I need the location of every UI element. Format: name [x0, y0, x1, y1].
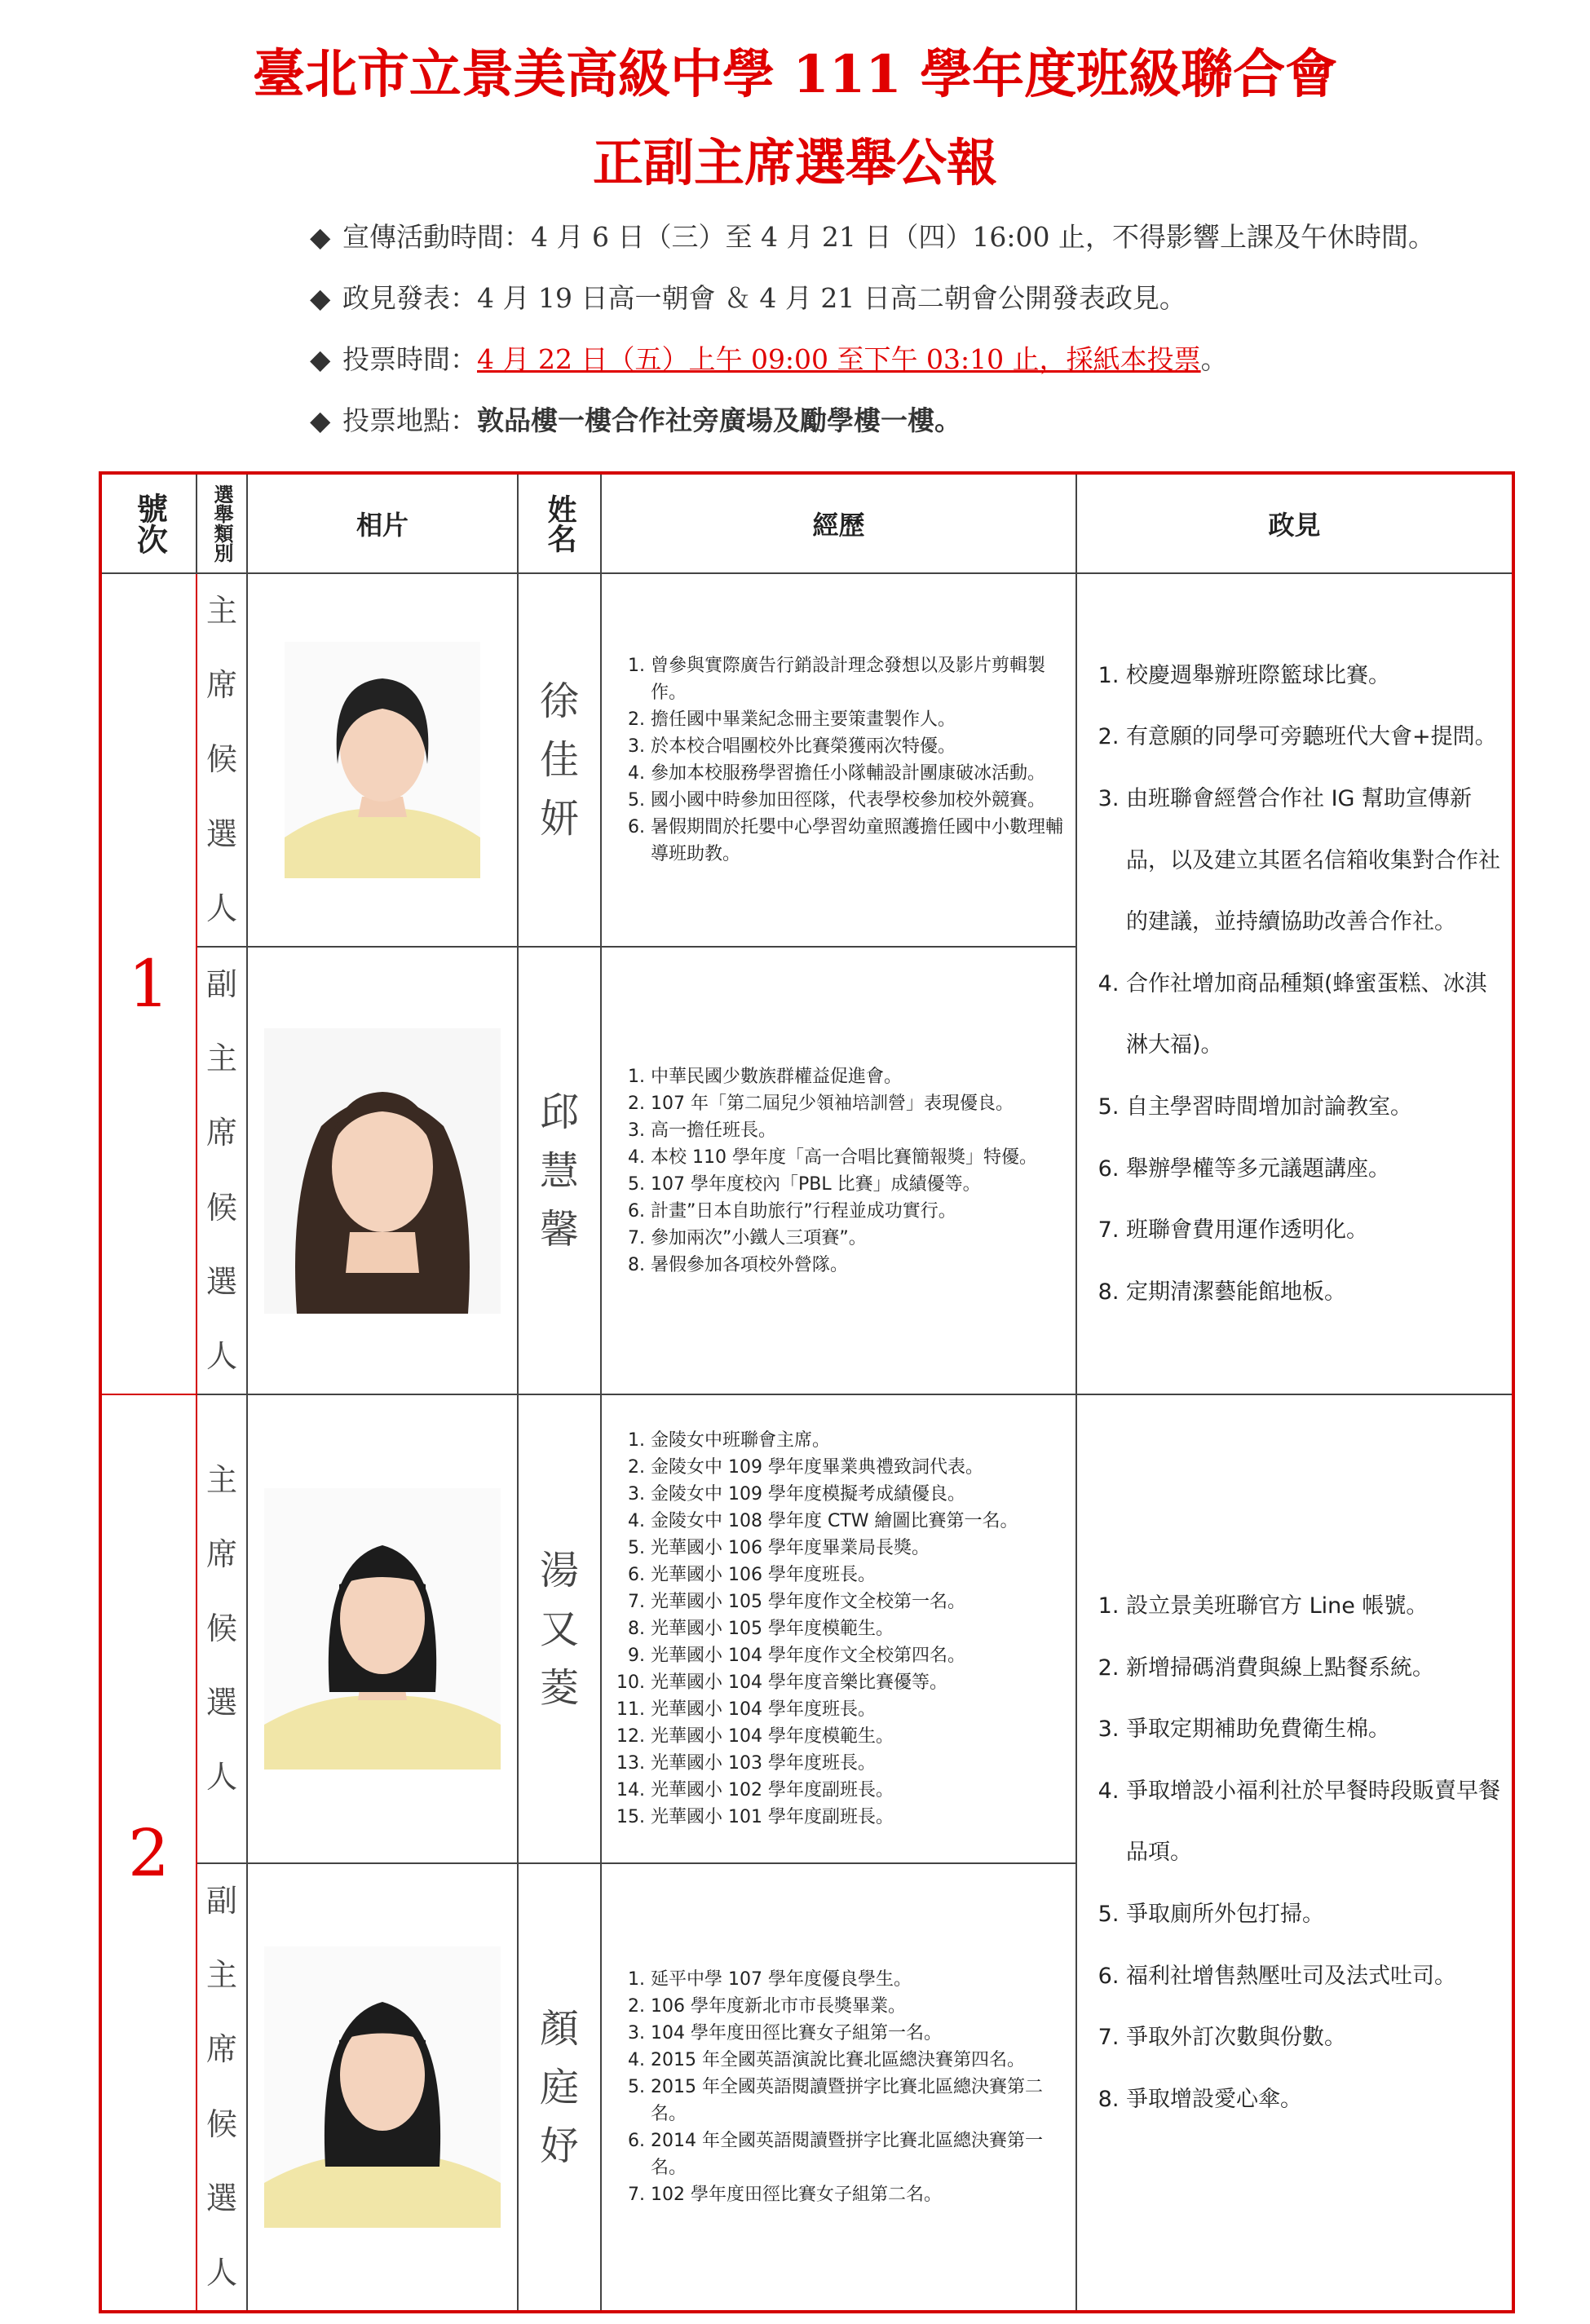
list-item: 3. 高一擔任班長。 [651, 1117, 1064, 1144]
info-promo [310, 216, 1435, 254]
list-item: 6. 2014 年全國英語閱讀暨拼字比賽北區總決賽第一名。 [651, 2127, 1064, 2181]
list-item: 7. 班聯會費用運作透明化。 [1126, 1200, 1504, 1261]
candidate-photo [247, 573, 518, 947]
list-item: 1. 曾參與實際廣告行銷設計理念發想以及影片剪輯製作。 [651, 652, 1064, 706]
list-item: 8. 暑假參加各項校外營隊。 [651, 1252, 1064, 1279]
candidate-experience [601, 947, 1076, 1394]
list-item: 5. 爭取廁所外包打掃。 [1126, 1884, 1504, 1946]
header-category: 選舉類別 [197, 473, 247, 573]
promo-text: 4 月 6 日（三）至 4 月 21 日（四）16:00 止，不得影響上課及午休時間。 [531, 221, 1435, 253]
table-row [100, 573, 1513, 947]
list-item: 4. 金陵女中 108 學年度 CTW 繪圖比賽第一名。 [651, 1508, 1064, 1535]
list-item: 6. 暑假期間於托嬰中心學習幼童照護擔任國中小數理輔導班助教。 [651, 814, 1064, 868]
list-item: 1. 校慶週舉辦班際籃球比賽。 [1126, 645, 1504, 707]
list-item: 5. 光華國小 106 學年度畢業局長獎。 [651, 1535, 1064, 1562]
candidate-experience [601, 573, 1076, 947]
header-policy: 政見 [1076, 473, 1513, 573]
list-item: 1. 金陵女中班聯會主席。 [651, 1427, 1064, 1454]
list-item: 8. 光華國小 105 學年度模範生。 [651, 1615, 1064, 1642]
candidate-experience [601, 1863, 1076, 2312]
list-item: 2. 有意願的同學可旁聽班代大會+提問。 [1126, 706, 1504, 768]
stacked-text: 主 席 候 選 人 [205, 593, 237, 926]
list-item: 2. 金陵女中 109 學年度畢業典禮致詞代表。 [651, 1454, 1064, 1481]
candidate-experience [601, 1394, 1076, 1863]
list-item: 6. 計畫”日本自助旅行”行程並成功實行。 [651, 1198, 1064, 1225]
list-item: 7. 102 學年度田徑比賽女子組第二名。 [651, 2181, 1064, 2208]
category-chairman [197, 1394, 247, 1863]
promo-label: 宣傳活動時間： [342, 221, 531, 253]
stacked-text: 副 主 席 候 選 人 [205, 965, 237, 1374]
ticket-number: 2 [100, 1394, 197, 2312]
list-item: 7. 參加兩次”小鐵人三項賽”。 [651, 1225, 1064, 1252]
vote-time-label: 投票時間： [342, 343, 477, 375]
vote-place-label: 投票地點： [342, 404, 477, 436]
portrait-image [264, 1946, 501, 2228]
list-item: 4. 爭取增設小福利社於早餐時段販賣早餐品項。 [1126, 1761, 1504, 1884]
list-item: 7. 光華國小 105 學年度作文全校第一名。 [651, 1588, 1064, 1615]
candidate-name [518, 947, 601, 1394]
vote-time-text: 4 月 22 日（五）上午 09:00 至下午 03:10 止，採紙本投票 [477, 343, 1201, 375]
portrait-image [264, 1028, 501, 1314]
stacked-text: 副 主 席 候 選 人 [205, 1883, 237, 2291]
candidate-photo [247, 1863, 518, 2312]
info-vote-time [310, 338, 1228, 377]
vote-place-text: 敦品樓一樓合作社旁廣場及勵學樓一樓。 [477, 404, 961, 436]
list-item: 4. 參加本校服務學習擔任小隊輔設計團康破冰活動。 [651, 760, 1064, 787]
list-item: 4. 本校 110 學年度「高一合唱比賽簡報獎」特優。 [651, 1144, 1064, 1171]
list-item: 3. 104 學年度田徑比賽女子組第一名。 [651, 2020, 1064, 2047]
list-item: 9. 光華國小 104 學年度作文全校第四名。 [651, 1642, 1064, 1669]
list-item: 5. 國小國中時參加田徑隊，代表學校參加校外競賽。 [651, 787, 1064, 814]
list-item: 3. 由班聯會經營合作社 IG 幫助宣傳新品，以及建立其匿名信箱收集對合作社的建議，並持續協助改善合作社。 [1126, 768, 1504, 953]
page-subtitle: 正副主席選舉公報 [592, 133, 997, 192]
list-item: 5. 自主學習時間增加討論教室。 [1126, 1076, 1504, 1138]
list-item: 3. 於本校合唱團校外比賽榮獲兩次特優。 [651, 733, 1064, 760]
list-item: 2. 106 學年度新北市市長獎畢業。 [651, 1993, 1064, 2020]
list-item: 4. 合作社增加商品種類(蜂蜜蛋糕、冰淇淋大福)。 [1126, 953, 1504, 1076]
candidate-table [99, 471, 1515, 2313]
candidate-name [518, 1394, 601, 1863]
list-item: 10. 光華國小 104 學年度音樂比賽優等。 [651, 1669, 1064, 1696]
bullet-icon: ◆ [310, 404, 331, 436]
list-item: 5. 2015 年全國英語閱讀暨拼字比賽北區總決賽第二名。 [651, 2074, 1064, 2127]
header-experience: 經歷 [601, 473, 1076, 573]
list-item: 1. 中華民國少數族群權益促進會。 [651, 1063, 1064, 1090]
list-item: 3. 金陵女中 109 學年度模擬考成績優良。 [651, 1481, 1064, 1508]
list-item: 1. 延平中學 107 學年度優良學生。 [651, 1966, 1064, 1993]
bullet-icon: ◆ [310, 343, 331, 375]
list-item: 15. 光華國小 101 學年度副班長。 [651, 1804, 1064, 1831]
speech-label: 政見發表： [342, 282, 477, 314]
list-item: 6. 舉辦學權等多元議題講座。 [1126, 1138, 1504, 1200]
candidate-name [518, 1863, 601, 2312]
portrait-image [264, 1488, 501, 1770]
info-speech [310, 277, 1186, 316]
list-item: 2. 新增掃碼消費與線上點餐系統。 [1126, 1637, 1504, 1699]
page-title: 臺北市立景美高級中學 111 學年度班級聯合會 [252, 44, 1338, 105]
ticket-policy [1076, 573, 1513, 1394]
portrait-image [285, 642, 480, 878]
candidate-photo [247, 1394, 518, 1863]
list-item: 8. 定期清潔藝能館地板。 [1126, 1261, 1504, 1323]
list-item: 8. 爭取增設愛心傘。 [1126, 2069, 1504, 2131]
list-item: 6. 光華國小 106 學年度班長。 [651, 1562, 1064, 1588]
list-item: 12. 光華國小 104 學年度模範生。 [651, 1723, 1064, 1750]
ticket-policy [1076, 1394, 1513, 2312]
speech-text: 4 月 19 日高一朝會 ＆ 4 月 21 日高二朝會公開發表政見。 [477, 282, 1186, 314]
header-number: 號次 [100, 473, 197, 573]
stacked-text: 顏 庭 妤 [539, 2005, 579, 2169]
list-item: 3. 爭取定期補助免費衛生棉。 [1126, 1699, 1504, 1761]
stacked-text: 邱 慧 馨 [539, 1089, 579, 1253]
candidate-name [518, 573, 601, 947]
list-item: 13. 光華國小 103 學年度班長。 [651, 1750, 1064, 1777]
table-header-row [100, 473, 1513, 573]
table-row [100, 1394, 1513, 1863]
vote-time-end: 。 [1200, 343, 1228, 375]
list-item: 4. 2015 年全國英語演說比賽北區總決賽第四名。 [651, 2047, 1064, 2074]
list-item: 1. 設立景美班聯官方 Line 帳號。 [1126, 1575, 1504, 1637]
header-photo: 相片 [247, 473, 518, 573]
header-name: 姓名 [518, 473, 601, 573]
bullet-icon: ◆ [310, 221, 331, 253]
list-item: 11. 光華國小 104 學年度班長。 [651, 1696, 1064, 1723]
category-chairman [197, 573, 247, 947]
bullet-icon: ◆ [310, 282, 331, 314]
list-item: 2. 107 年「第二屆兒少領袖培訓營」表現優良。 [651, 1090, 1064, 1117]
info-vote-place [310, 400, 961, 438]
candidate-photo [247, 947, 518, 1394]
category-vice-chairman [197, 1863, 247, 2312]
stacked-text: 湯 又 菱 [539, 1547, 579, 1711]
stacked-text: 主 席 候 選 人 [205, 1461, 237, 1796]
ticket-number: 1 [100, 573, 197, 1394]
category-vice-chairman [197, 947, 247, 1394]
list-item: 7. 爭取外訂次數與份數。 [1126, 2007, 1504, 2069]
list-item: 5. 107 學年度校內「PBL 比賽」成績優等。 [651, 1171, 1064, 1198]
stacked-text: 徐 佳 妍 [539, 678, 579, 842]
list-item: 14. 光華國小 102 學年度副班長。 [651, 1777, 1064, 1804]
list-item: 6. 福利社增售熱壓吐司及法式吐司。 [1126, 1946, 1504, 2008]
list-item: 2. 擔任國中畢業紀念冊主要策畫製作人。 [651, 706, 1064, 733]
